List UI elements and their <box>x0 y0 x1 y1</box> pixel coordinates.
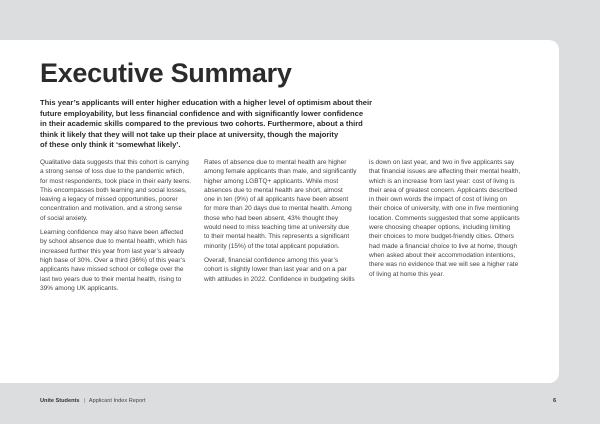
text-line: their area of greatest concern. Applicants described <box>369 186 518 194</box>
lead-line: of these only think it ‘somewhat likely’. <box>40 140 181 150</box>
text-line: which is an increase from last year: cost of living is <box>369 177 515 185</box>
lead-line: future employability, but less financial confidence and with significantly lower confidence <box>40 108 364 118</box>
text-line: of social anxiety. <box>40 214 88 222</box>
text-line: for most respondents, took place in their early teens. <box>40 177 192 185</box>
body-paragraph <box>40 158 200 223</box>
text-line: last two years due to their mental health, rising to <box>40 275 182 283</box>
footer-brand: Unite Students <box>40 398 80 404</box>
body-column-1 <box>40 158 200 298</box>
text-line: absences due to mental health are short, almost <box>204 186 343 194</box>
lead-line: think it likely that they will not take up their place at university, though the majority <box>40 129 339 139</box>
body-paragraph <box>204 158 366 251</box>
lead-summary <box>40 98 373 151</box>
text-line: among female applicants than male, and significantly <box>204 168 357 176</box>
text-line: of living at home this year. <box>369 270 445 278</box>
text-line: is down on last year, and two in five applicants say <box>369 159 515 166</box>
text-line: had made a financial choice to live at home, though <box>369 242 518 250</box>
text-line: in their own words the impact of cost of living on <box>369 196 508 204</box>
text-line: by school absence due to mental health, which has <box>40 238 188 246</box>
text-line: there was no evidence that we will see a higher rate <box>369 261 519 269</box>
text-line: increased further this year from last year’s already <box>40 247 185 255</box>
lead-line: in their academic skills compared to the previous two cohorts. Furthermore, about a third <box>40 119 363 129</box>
text-line: applicants have missed school or college over the <box>40 266 184 274</box>
text-line: one in ten (9%) of all applicants have been absent <box>204 196 349 204</box>
text-line: 39% among UK applicants. <box>40 284 119 292</box>
body-column-2 <box>204 158 366 289</box>
text-line: when asked about their accommodation intentions, <box>369 251 516 259</box>
text-line: to their mental health. This represents a significant <box>204 233 350 241</box>
page-title: Executive Summary <box>40 58 292 88</box>
footer-report-title: Applicant Index Report <box>88 398 146 404</box>
page-footer <box>40 398 146 404</box>
text-line: that financial issues are affecting their mental health, <box>369 168 521 176</box>
text-line: those who had been absent, 43% thought they <box>204 214 339 222</box>
text-line: Learning confidence may also have been affected <box>40 229 184 237</box>
text-line: cohort is slightly lower than last year and on a par <box>204 266 347 274</box>
text-line: This encompasses both learning and social losses, <box>40 186 187 194</box>
lead-line: This year’s applicants will enter higher education with a higher level of optimism about their <box>40 98 373 107</box>
body-paragraph <box>40 228 200 293</box>
text-line: higher among LGBTQ+ applicants. While most <box>204 177 339 185</box>
text-line: their choice of university, with one in five mentioning <box>369 205 519 213</box>
text-line: leaving a legacy of missed opportunities, poorer <box>40 196 178 204</box>
text-line: their choices to more budget-friendly cities. Others <box>369 233 514 241</box>
text-line: with attitudes in 2022. Confidence in budgeting skills <box>204 275 355 283</box>
text-line: concentration and motivation, and a strong sense <box>40 205 183 213</box>
text-line: a strong sense of loss due to the pandemic which, <box>40 168 185 176</box>
text-line: minority (15%) of the total applicant population. <box>204 242 340 250</box>
text-line: Rates of absence due to mental health are higher <box>204 159 347 166</box>
body-paragraph <box>369 158 537 279</box>
text-line: for more than 20 days due to mental health. Among <box>204 205 352 213</box>
text-line: would need to miss teaching time at university due <box>204 224 350 232</box>
text-line: high base of 30%. Over a third (36%) of this year’s <box>40 256 186 264</box>
footer-separator: | <box>83 398 85 404</box>
page-number: 6 <box>553 398 557 404</box>
text-line: location. Comments suggested that some applicants <box>369 214 520 222</box>
text-line: Overall, financial confidence among this year’s <box>204 256 339 264</box>
body-column-3 <box>369 158 537 284</box>
body-paragraph <box>204 256 366 284</box>
text-line: Qualitative data suggests that this cohort is carrying <box>40 159 189 166</box>
text-line: were choosing cheaper options, including limiting <box>369 224 511 232</box>
